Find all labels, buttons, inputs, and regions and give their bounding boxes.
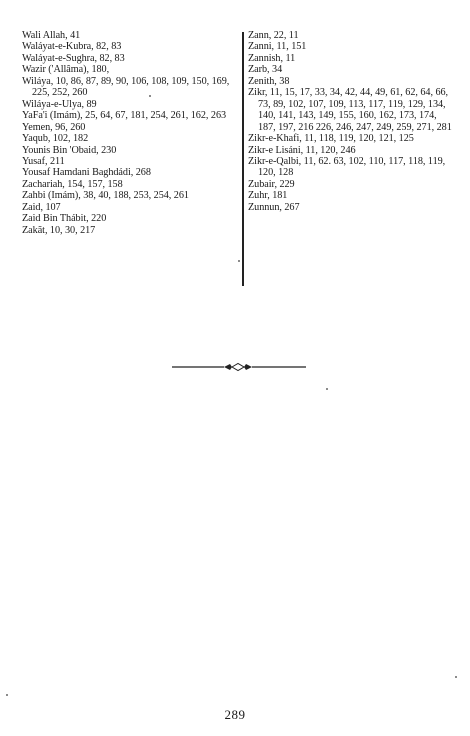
print-speck (149, 95, 151, 97)
index-entry: Zann, 22, 11 (248, 30, 299, 41)
index-entry: Yusaf, 211 (22, 155, 65, 167)
index-column-left (22, 30, 240, 236)
print-speck (238, 260, 240, 262)
index-column-right (248, 30, 454, 213)
index-entry: Zannish, 11 (248, 52, 296, 64)
index-entry: Wazir ('Allâma), 180, (22, 64, 110, 76)
index-entry: Zuhr, 181 (248, 190, 288, 202)
index-entry: Wiláya-e-Ulya, 89 (22, 98, 97, 110)
index-entry: Zikr-e Lisáni, 11, 120, 246 (248, 144, 356, 156)
index-entry: Zikr-e-Qalbi, 11, 62. 63, 102, 110, 117, 118, 119, 120, 128 (248, 155, 446, 179)
index-entry: Zanni, 11, 151 (248, 41, 307, 53)
column-divider (242, 32, 244, 286)
index-entry: Zarb, 34 (248, 64, 283, 76)
index-entry: Zakãt, 10, 30, 217 (22, 224, 96, 236)
index-entry: Yousaf Hamdani Baghdádi, 268 (22, 167, 151, 179)
end-ornament (172, 362, 306, 372)
index-entry: Wiláya, 10, 86, 87, 89, 90, 106, 108, 109, 150, 169, 225, 252, 260 (22, 75, 230, 99)
print-speck (326, 388, 328, 390)
index-entry: Younis Bin 'Obaid, 230 (22, 144, 117, 156)
index-entry: Zachariah, 154, 157, 158 (22, 178, 123, 190)
index-entry: Zahbi (Imám), 38, 40, 188, 253, 254, 261 (22, 190, 189, 202)
index-entry: Zenith, 38 (248, 75, 290, 87)
index-entry: Zaid Bin Thábit, 220 (22, 213, 107, 225)
index-entry: Zunnun, 267 (248, 201, 300, 213)
index-entry: YaFa'i (Imám), 25, 64, 67, 181, 254, 261, 162, 263 (22, 110, 227, 122)
index-entry: Waláyat-e-Sughra, 82, 83 (22, 52, 125, 64)
index-entry: Waláyat-e-Kubra, 82, 83 (22, 41, 122, 53)
index-entry: Yaqub, 102, 182 (22, 133, 89, 145)
index-entry: Zikr-e-Khafi, 11, 118, 119, 120, 121, 125 (248, 133, 414, 145)
index-entry: Zubair, 229 (248, 178, 295, 190)
print-speck (455, 676, 457, 678)
page-number: 289 (224, 707, 246, 722)
index-entry: Wali Allah, 41 (22, 30, 81, 41)
print-speck (6, 694, 8, 696)
index-entry: Yemen, 96, 260 (22, 121, 86, 133)
index-entry: Zaid, 107 (22, 201, 61, 213)
index-entry: Zikr, 11, 15, 17, 33, 34, 42, 44, 49, 61, 62, 64, 66, 73, 89, 102, 107, 109, 113, 117, 119, 129, 134, 140, 141, 143, 149, 155, 160, 162, 173, 174, 187, 197, 216 226, 246, 247, 249, 259, 271, 281 (248, 87, 452, 133)
